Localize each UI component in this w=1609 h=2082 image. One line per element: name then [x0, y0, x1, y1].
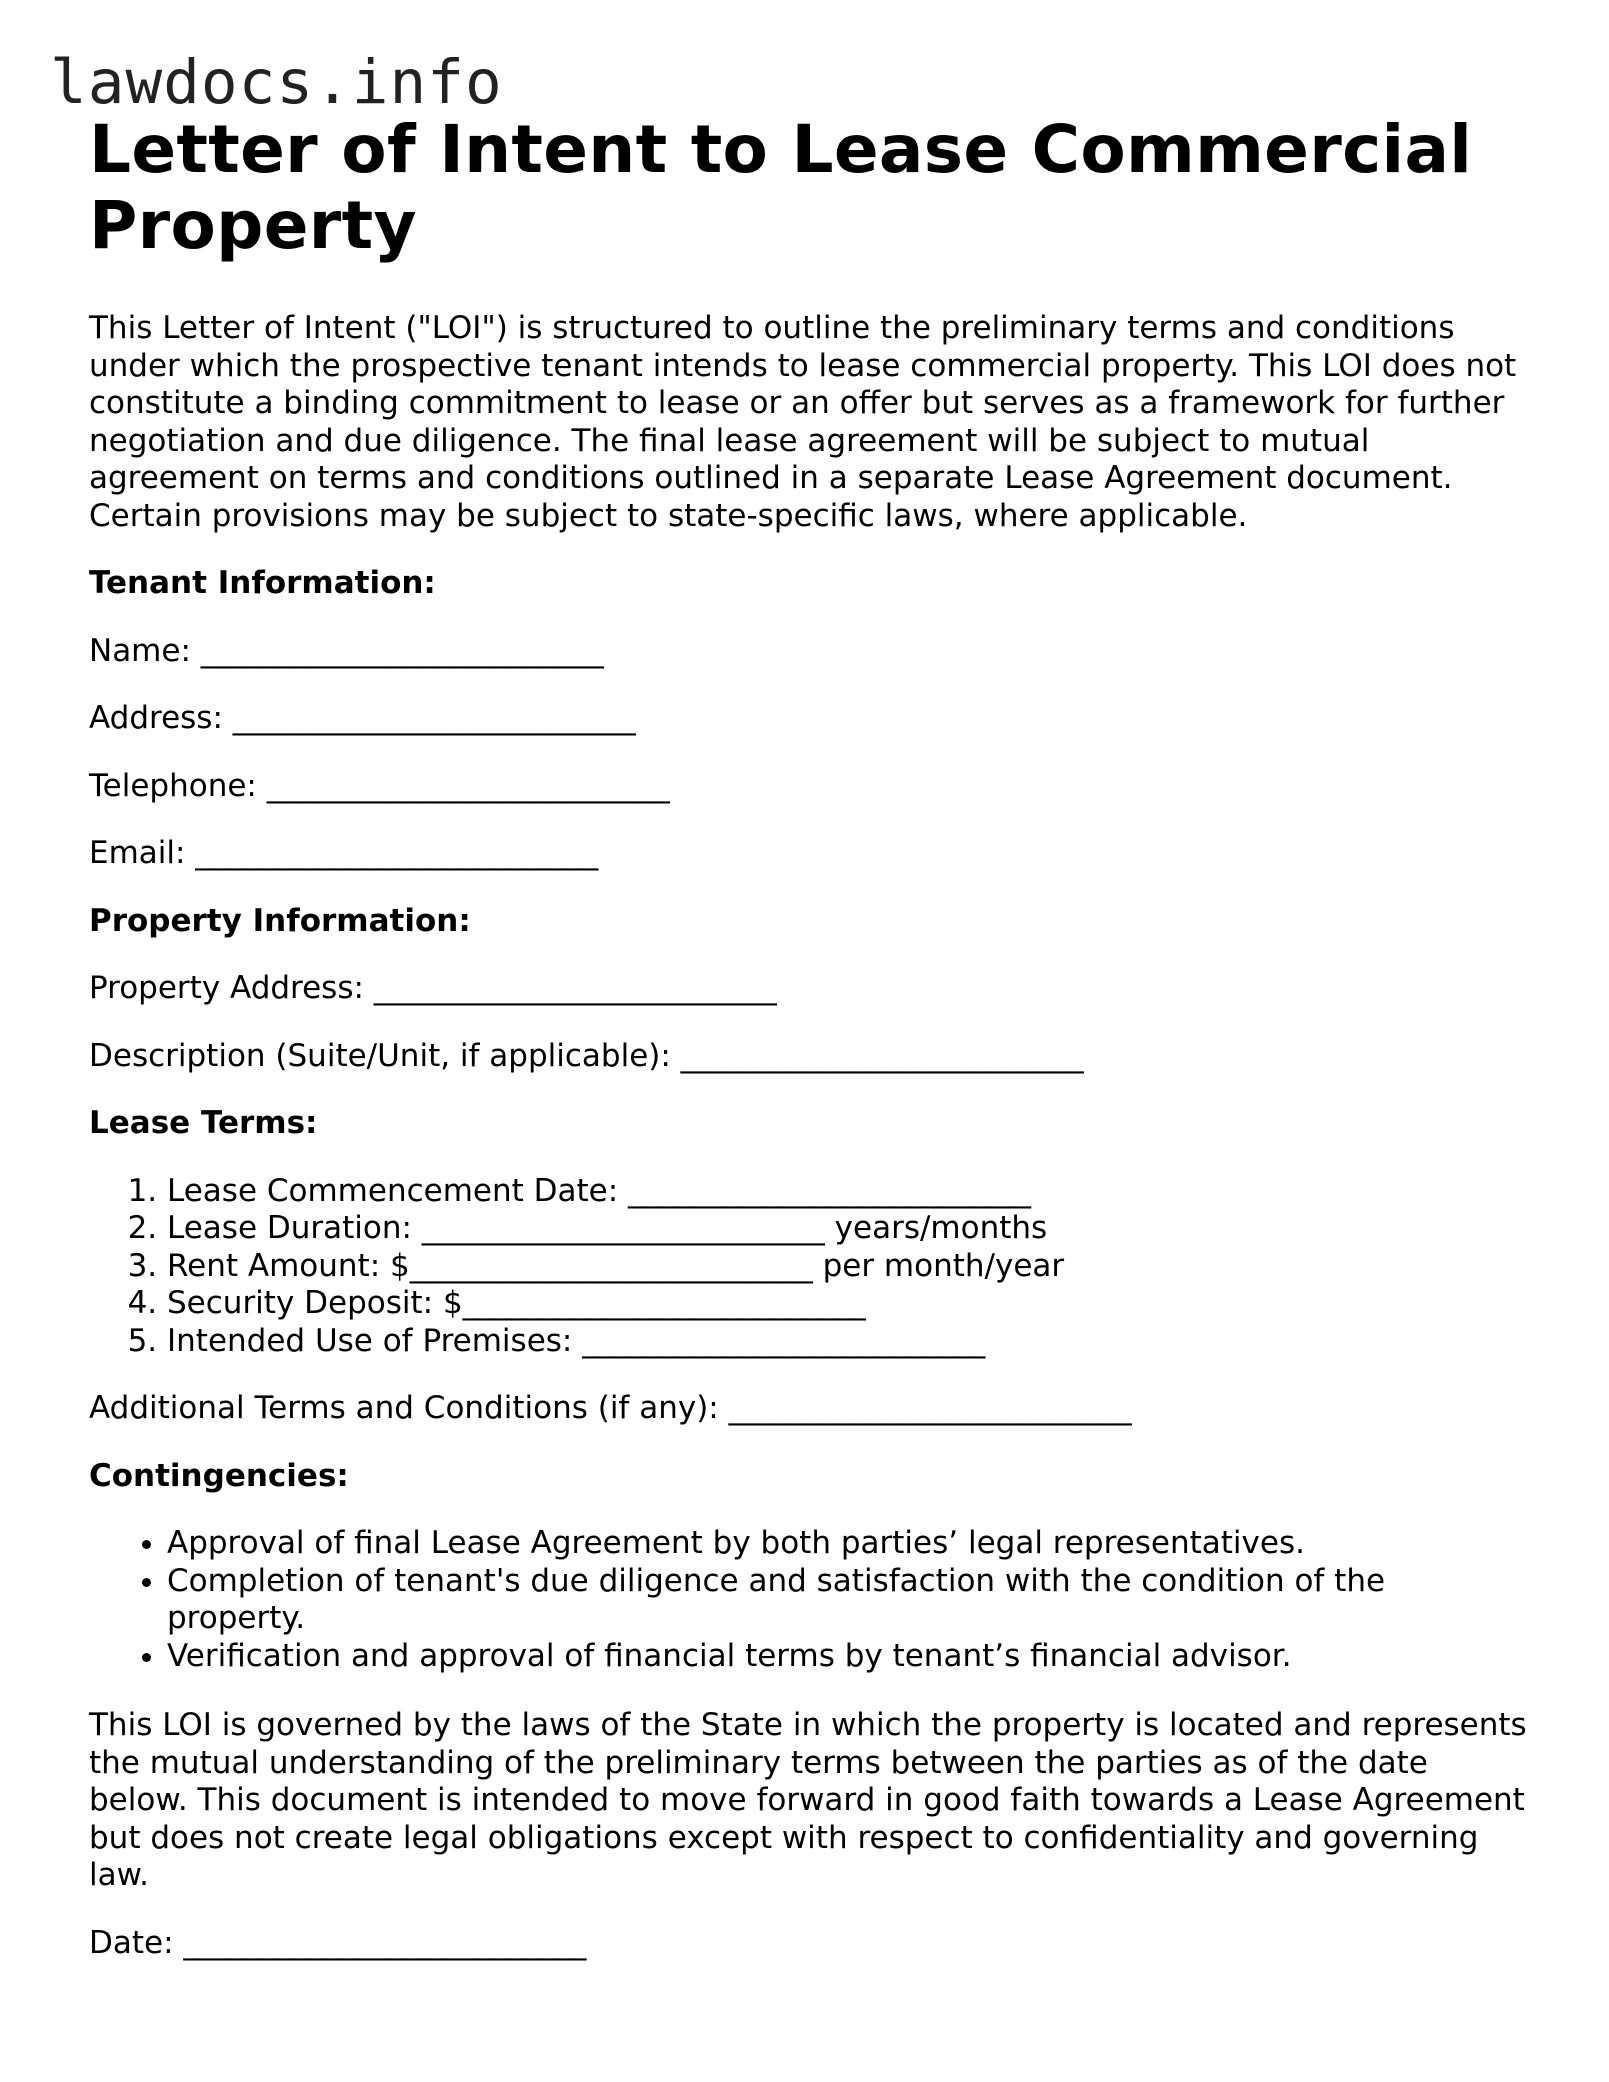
- tenant-address-field: Address: __________________________: [89, 700, 636, 736]
- document: [89, 112, 1529, 1962]
- page-title: Letter of Intent to Lease Commercial Property: [89, 111, 1473, 264]
- lease-term-item: 5. Intended Use of Premises: __________________________: [167, 1323, 1529, 1361]
- watermark-logo: lawdocs.info: [50, 47, 503, 118]
- property-description-field: Description (Suite/Unit, if applicable): __________________________: [89, 1037, 1084, 1074]
- lease-term-item: 2. Lease Duration: __________________________ years/months: [167, 1210, 1529, 1248]
- closing-paragraph: This LOI is governed by the laws of the State in which the property is located and represents the mutual understanding of the preliminary terms between the parties as of the date below. This document is intended to move forward in good faith towards a Lease Agreement but does not create legal obligations except with respect to confidentiality and governing law.: [89, 1707, 1527, 1893]
- tenant-telephone-field: Telephone: __________________________: [89, 767, 670, 804]
- lease-term-item: 3. Rent Amount: $__________________________ per month/year: [167, 1248, 1529, 1286]
- contingencies-heading: Contingencies:: [89, 1457, 349, 1494]
- tenant-email-field: Email: __________________________: [89, 835, 599, 871]
- contingency-item: • Approval of final Lease Agreement by both parties’ legal representatives.: [167, 1525, 1529, 1563]
- additional-terms-field: Additional Terms and Conditions (if any): __________________________: [89, 1390, 1132, 1426]
- lease-terms-heading: Lease Terms:: [89, 1105, 318, 1141]
- date-field: Date: __________________________: [89, 1924, 587, 1961]
- property-address-field: Property Address: __________________________: [89, 970, 777, 1006]
- tenant-name-field: Name: __________________________: [89, 632, 604, 669]
- tenant-heading: Tenant Information:: [89, 565, 436, 601]
- contingency-item: • Completion of tenant's due diligence and satisfaction with the condition of the property.: [167, 1563, 1529, 1638]
- contingency-item: • Verification and approval of financial terms by tenant’s financial advisor.: [167, 1638, 1529, 1676]
- lease-term-item: 1. Lease Commencement Date: __________________________: [167, 1173, 1529, 1211]
- lease-term-item: 4. Security Deposit: $__________________________: [167, 1285, 1529, 1323]
- lease-terms-list: [89, 1173, 1529, 1361]
- intro-paragraph: This Letter of Intent ("LOI") is structured to outline the preliminary terms and conditions under which the prospective tenant intends to lease commercial property. This LOI does not constitute a binding commitment to lease or an offer but serves as a framework for further negotiation and due diligence. The final lease agreement will be subject to mutual agreement on terms and conditions outlined in a separate Lease Agreement document. Certain provisions may be subject to state-specific laws, where applicable.: [89, 310, 1517, 534]
- contingencies-list: [89, 1525, 1529, 1675]
- property-heading: Property Information:: [89, 902, 471, 939]
